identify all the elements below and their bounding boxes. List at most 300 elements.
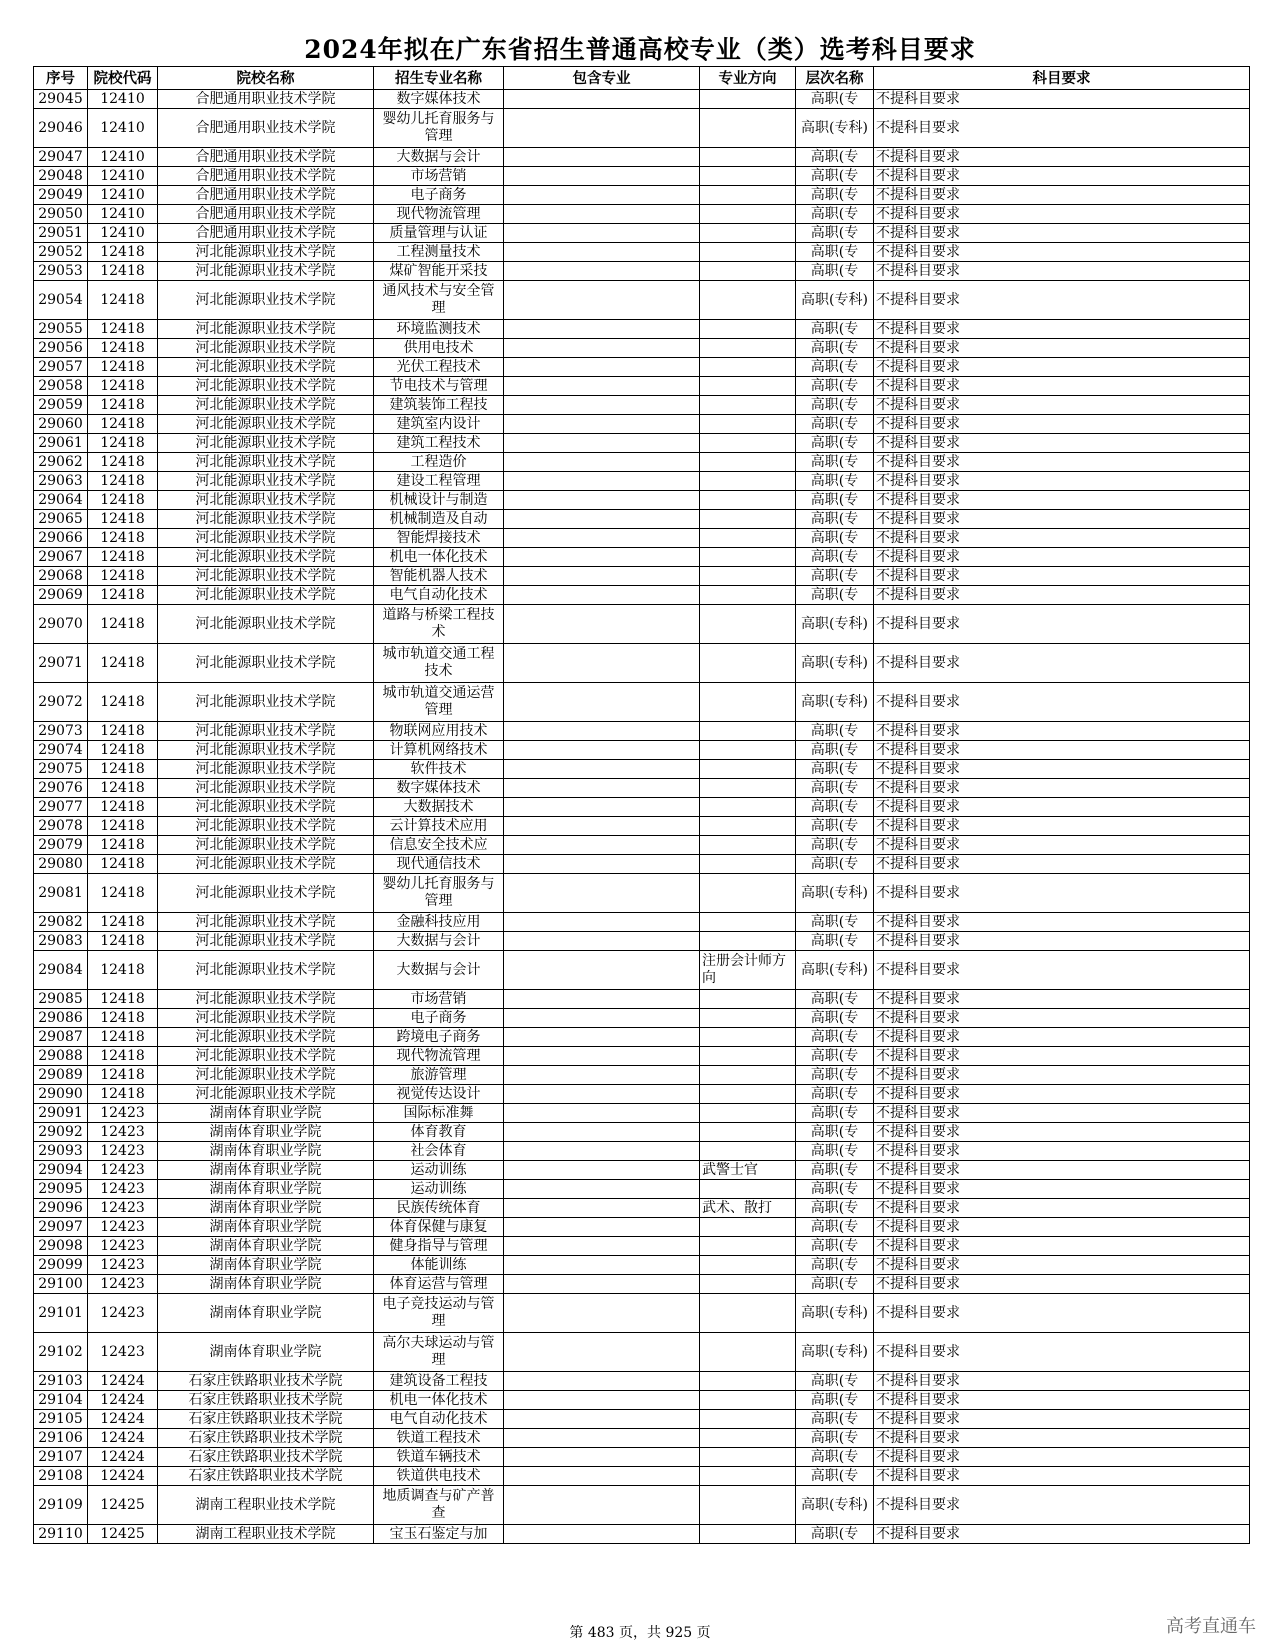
cell-level: 高职(专科) — [796, 874, 874, 913]
table-row — [34, 90, 1250, 109]
cell-school-name: 河北能源职业技术学院 — [158, 243, 374, 262]
cell-major-name: 城市轨道交通运营管理 — [374, 683, 504, 722]
table-row — [34, 491, 1250, 510]
table-row — [34, 320, 1250, 339]
cell-direction: 注册会计师方向 — [700, 951, 796, 990]
cell-major-name: 体育运营与管理 — [374, 1275, 504, 1294]
cell-major-name: 民族传统体育 — [374, 1199, 504, 1218]
cell-direction — [700, 874, 796, 913]
cell-seq: 29054 — [34, 281, 88, 320]
cell-direction — [700, 243, 796, 262]
cell-direction — [700, 836, 796, 855]
cell-major-name: 电子商务 — [374, 1009, 504, 1028]
cell-included-majors — [504, 339, 700, 358]
cell-included-majors — [504, 1391, 700, 1410]
cell-major-name: 机械设计与制造 — [374, 491, 504, 510]
cell-direction — [700, 205, 796, 224]
cell-major-name: 体育保健与康复 — [374, 1218, 504, 1237]
cell-level: 高职(专科) — [796, 109, 874, 148]
cell-level: 高职(专 — [796, 1448, 874, 1467]
cell-level: 高职(专 — [796, 990, 874, 1009]
cell-school-code: 12418 — [88, 836, 158, 855]
cell-school-code: 12418 — [88, 358, 158, 377]
cell-level: 高职(专 — [796, 817, 874, 836]
cell-school-code: 12418 — [88, 798, 158, 817]
cell-major-name: 铁道车辆技术 — [374, 1448, 504, 1467]
cell-major-name: 节电技术与管理 — [374, 377, 504, 396]
cell-major-name: 大数据与会计 — [374, 932, 504, 951]
cell-included-majors — [504, 722, 700, 741]
cell-direction — [700, 1142, 796, 1161]
cell-school-name: 湖南体育职业学院 — [158, 1142, 374, 1161]
cell-included-majors — [504, 281, 700, 320]
cell-subject-req: 不提科目要求 — [874, 1066, 1250, 1085]
cell-level: 高职(专 — [796, 1256, 874, 1275]
cell-subject-req: 不提科目要求 — [874, 548, 1250, 567]
cell-major-name: 建筑工程技术 — [374, 434, 504, 453]
cell-subject-req: 不提科目要求 — [874, 1429, 1250, 1448]
cell-seq: 29045 — [34, 90, 88, 109]
cell-direction — [700, 644, 796, 683]
cell-level: 高职(专 — [796, 1429, 874, 1448]
cell-school-name: 河北能源职业技术学院 — [158, 951, 374, 990]
cell-direction — [700, 1028, 796, 1047]
cell-direction — [700, 990, 796, 1009]
cell-school-code: 12410 — [88, 90, 158, 109]
cell-included-majors — [504, 913, 700, 932]
cell-subject-req: 不提科目要求 — [874, 109, 1250, 148]
cell-major-name: 数字媒体技术 — [374, 90, 504, 109]
cell-school-name: 河北能源职业技术学院 — [158, 741, 374, 760]
cell-included-majors — [504, 798, 700, 817]
cell-direction — [700, 1104, 796, 1123]
cell-school-code: 12418 — [88, 990, 158, 1009]
table-row — [34, 186, 1250, 205]
cell-direction — [700, 1237, 796, 1256]
cell-direction — [700, 760, 796, 779]
cell-seq: 29108 — [34, 1467, 88, 1486]
table-row — [34, 605, 1250, 644]
table-row — [34, 1066, 1250, 1085]
cell-included-majors — [504, 548, 700, 567]
cell-major-name: 铁道供电技术 — [374, 1467, 504, 1486]
cell-subject-req: 不提科目要求 — [874, 1294, 1250, 1333]
cell-seq: 29090 — [34, 1085, 88, 1104]
cell-school-code: 12418 — [88, 415, 158, 434]
cell-school-name: 河北能源职业技术学院 — [158, 377, 374, 396]
cell-subject-req: 不提科目要求 — [874, 453, 1250, 472]
cell-subject-req: 不提科目要求 — [874, 510, 1250, 529]
cell-level: 高职(专 — [796, 1467, 874, 1486]
table-row — [34, 167, 1250, 186]
cell-school-name: 河北能源职业技术学院 — [158, 510, 374, 529]
cell-school-code: 12410 — [88, 109, 158, 148]
cell-seq: 29087 — [34, 1028, 88, 1047]
cell-school-code: 12418 — [88, 1028, 158, 1047]
cell-school-name: 石家庄铁路职业技术学院 — [158, 1448, 374, 1467]
cell-included-majors — [504, 1275, 700, 1294]
table-row — [34, 951, 1250, 990]
cell-level: 高职(专 — [796, 186, 874, 205]
cell-included-majors — [504, 1028, 700, 1047]
cell-level: 高职(专 — [796, 415, 874, 434]
cell-included-majors — [504, 1142, 700, 1161]
cell-subject-req: 不提科目要求 — [874, 1275, 1250, 1294]
cell-school-code: 12418 — [88, 913, 158, 932]
corner-watermark: 高考直通车 — [1166, 1616, 1256, 1637]
cell-school-name: 湖南体育职业学院 — [158, 1218, 374, 1237]
table-row — [34, 990, 1250, 1009]
table-row — [34, 779, 1250, 798]
table-row — [34, 1047, 1250, 1066]
cell-subject-req: 不提科目要求 — [874, 472, 1250, 491]
cell-school-name: 河北能源职业技术学院 — [158, 586, 374, 605]
header-direction: 专业方向 — [700, 67, 796, 90]
cell-direction — [700, 90, 796, 109]
cell-school-name: 河北能源职业技术学院 — [158, 874, 374, 913]
cell-seq: 29070 — [34, 605, 88, 644]
cell-school-code: 12423 — [88, 1218, 158, 1237]
cell-direction — [700, 415, 796, 434]
cell-direction — [700, 1486, 796, 1525]
cell-included-majors — [504, 817, 700, 836]
cell-seq: 29102 — [34, 1333, 88, 1372]
cell-seq: 29063 — [34, 472, 88, 491]
table-row — [34, 1218, 1250, 1237]
cell-level: 高职(专 — [796, 1161, 874, 1180]
cell-subject-req: 不提科目要求 — [874, 491, 1250, 510]
cell-major-name: 通风技术与安全管理 — [374, 281, 504, 320]
table-row — [34, 1467, 1250, 1486]
cell-direction — [700, 453, 796, 472]
cell-school-name: 湖南工程职业技术学院 — [158, 1525, 374, 1544]
cell-school-code: 12423 — [88, 1180, 158, 1199]
cell-school-name: 合肥通用职业技术学院 — [158, 148, 374, 167]
cell-included-majors — [504, 491, 700, 510]
cell-major-name: 高尔夫球运动与管理 — [374, 1333, 504, 1372]
cell-seq: 29084 — [34, 951, 88, 990]
cell-school-code: 12425 — [88, 1486, 158, 1525]
cell-school-name: 河北能源职业技术学院 — [158, 491, 374, 510]
cell-included-majors — [504, 415, 700, 434]
cell-level: 高职(专 — [796, 358, 874, 377]
cell-level: 高职(专 — [796, 224, 874, 243]
cell-direction — [700, 339, 796, 358]
cell-included-majors — [504, 243, 700, 262]
cell-school-code: 12424 — [88, 1372, 158, 1391]
cell-school-code: 12424 — [88, 1410, 158, 1429]
cell-seq: 29064 — [34, 491, 88, 510]
cell-included-majors — [504, 855, 700, 874]
cell-seq: 29069 — [34, 586, 88, 605]
cell-school-name: 合肥通用职业技术学院 — [158, 167, 374, 186]
cell-school-code: 12423 — [88, 1237, 158, 1256]
cell-included-majors — [504, 453, 700, 472]
table-row — [34, 798, 1250, 817]
cell-school-code: 12418 — [88, 855, 158, 874]
cell-subject-req: 不提科目要求 — [874, 836, 1250, 855]
cell-school-name: 河北能源职业技术学院 — [158, 605, 374, 644]
cell-direction — [700, 798, 796, 817]
cell-included-majors — [504, 1525, 700, 1544]
table-row — [34, 1142, 1250, 1161]
cell-direction — [700, 586, 796, 605]
cell-major-name: 运动训练 — [374, 1180, 504, 1199]
cell-included-majors — [504, 836, 700, 855]
cell-level: 高职(专 — [796, 1199, 874, 1218]
cell-direction: 武警士官 — [700, 1161, 796, 1180]
cell-major-name: 大数据与会计 — [374, 951, 504, 990]
table-row — [34, 817, 1250, 836]
cell-school-code: 12423 — [88, 1123, 158, 1142]
cell-subject-req: 不提科目要求 — [874, 1218, 1250, 1237]
cell-subject-req: 不提科目要求 — [874, 377, 1250, 396]
cell-direction — [700, 605, 796, 644]
cell-included-majors — [504, 1333, 700, 1372]
cell-subject-req: 不提科目要求 — [874, 320, 1250, 339]
cell-school-code: 12418 — [88, 453, 158, 472]
cell-school-code: 12423 — [88, 1104, 158, 1123]
cell-included-majors — [504, 167, 700, 186]
cell-direction — [700, 510, 796, 529]
cell-direction — [700, 683, 796, 722]
cell-school-name: 湖南体育职业学院 — [158, 1180, 374, 1199]
cell-direction — [700, 1123, 796, 1142]
cell-seq: 29051 — [34, 224, 88, 243]
cell-subject-req: 不提科目要求 — [874, 243, 1250, 262]
cell-seq: 29060 — [34, 415, 88, 434]
cell-subject-req: 不提科目要求 — [874, 148, 1250, 167]
cell-included-majors — [504, 1047, 700, 1066]
cell-included-majors — [504, 1429, 700, 1448]
table-row — [34, 1085, 1250, 1104]
cell-school-code: 12423 — [88, 1161, 158, 1180]
table-row — [34, 339, 1250, 358]
cell-school-name: 河北能源职业技术学院 — [158, 932, 374, 951]
cell-major-name: 现代物流管理 — [374, 205, 504, 224]
cell-school-name: 河北能源职业技术学院 — [158, 722, 374, 741]
cell-school-name: 河北能源职业技术学院 — [158, 453, 374, 472]
cell-school-code: 12423 — [88, 1333, 158, 1372]
cell-major-name: 光伏工程技术 — [374, 358, 504, 377]
cell-major-name: 电气自动化技术 — [374, 1410, 504, 1429]
table-row — [34, 148, 1250, 167]
cell-school-name: 湖南体育职业学院 — [158, 1294, 374, 1333]
cell-subject-req: 不提科目要求 — [874, 434, 1250, 453]
cell-included-majors — [504, 1448, 700, 1467]
cell-subject-req: 不提科目要求 — [874, 396, 1250, 415]
cell-school-code: 12418 — [88, 644, 158, 683]
cell-level: 高职(专 — [796, 148, 874, 167]
cell-major-name: 体能训练 — [374, 1256, 504, 1275]
cell-major-name: 健身指导与管理 — [374, 1237, 504, 1256]
cell-level: 高职(专科) — [796, 281, 874, 320]
cell-subject-req: 不提科目要求 — [874, 779, 1250, 798]
cell-school-name: 湖南体育职业学院 — [158, 1123, 374, 1142]
cell-level: 高职(专 — [796, 377, 874, 396]
cell-level: 高职(专 — [796, 167, 874, 186]
cell-major-name: 体育教育 — [374, 1123, 504, 1142]
cell-major-name: 计算机网络技术 — [374, 741, 504, 760]
cell-direction — [700, 1410, 796, 1429]
cell-level: 高职(专 — [796, 205, 874, 224]
cell-major-name: 社会体育 — [374, 1142, 504, 1161]
cell-direction — [700, 548, 796, 567]
cell-seq: 29075 — [34, 760, 88, 779]
cell-seq: 29079 — [34, 836, 88, 855]
cell-seq: 29086 — [34, 1009, 88, 1028]
cell-level: 高职(专 — [796, 1525, 874, 1544]
cell-level: 高职(专 — [796, 320, 874, 339]
cell-school-name: 河北能源职业技术学院 — [158, 1085, 374, 1104]
table-row — [34, 836, 1250, 855]
cell-school-code: 12423 — [88, 1256, 158, 1275]
cell-school-code: 12424 — [88, 1467, 158, 1486]
cell-included-majors — [504, 586, 700, 605]
cell-major-name: 环境监测技术 — [374, 320, 504, 339]
cell-included-majors — [504, 529, 700, 548]
cell-major-name: 跨境电子商务 — [374, 1028, 504, 1047]
cell-school-name: 河北能源职业技术学院 — [158, 281, 374, 320]
cell-subject-req: 不提科目要求 — [874, 683, 1250, 722]
cell-school-name: 河北能源职业技术学院 — [158, 320, 374, 339]
cell-school-code: 12418 — [88, 339, 158, 358]
cell-seq: 29059 — [34, 396, 88, 415]
table-row — [34, 1028, 1250, 1047]
cell-subject-req: 不提科目要求 — [874, 990, 1250, 1009]
cell-subject-req: 不提科目要求 — [874, 1104, 1250, 1123]
cell-direction — [700, 913, 796, 932]
cell-school-name: 石家庄铁路职业技术学院 — [158, 1410, 374, 1429]
cell-direction — [700, 722, 796, 741]
cell-major-name: 建设工程管理 — [374, 472, 504, 491]
page-title: 2024年拟在广东省招生普通高校专业（类）选考科目要求 — [304, 35, 976, 64]
table-row — [34, 548, 1250, 567]
cell-included-majors — [504, 1104, 700, 1123]
cell-direction — [700, 262, 796, 281]
cell-direction: 武术、散打 — [700, 1199, 796, 1218]
cell-school-code: 12418 — [88, 741, 158, 760]
cell-school-code: 12424 — [88, 1429, 158, 1448]
cell-major-name: 国际标准舞 — [374, 1104, 504, 1123]
cell-school-name: 河北能源职业技术学院 — [158, 855, 374, 874]
cell-included-majors — [504, 1467, 700, 1486]
cell-direction — [700, 1294, 796, 1333]
cell-school-code: 12425 — [88, 1525, 158, 1544]
cell-subject-req: 不提科目要求 — [874, 1391, 1250, 1410]
cell-school-code: 12418 — [88, 491, 158, 510]
cell-school-name: 湖南体育职业学院 — [158, 1199, 374, 1218]
cell-subject-req: 不提科目要求 — [874, 1467, 1250, 1486]
cell-seq: 29058 — [34, 377, 88, 396]
cell-subject-req: 不提科目要求 — [874, 1085, 1250, 1104]
cell-major-name: 建筑装饰工程技 — [374, 396, 504, 415]
cell-seq: 29078 — [34, 817, 88, 836]
table-row — [34, 586, 1250, 605]
cell-level: 高职(专科) — [796, 644, 874, 683]
cell-direction — [700, 1372, 796, 1391]
cell-level: 高职(专科) — [796, 1294, 874, 1333]
cell-school-code: 12418 — [88, 586, 158, 605]
cell-school-name: 河北能源职业技术学院 — [158, 779, 374, 798]
header-subject-req: 科目要求 — [874, 67, 1250, 90]
cell-seq: 29071 — [34, 644, 88, 683]
cell-seq: 29083 — [34, 932, 88, 951]
cell-school-name: 河北能源职业技术学院 — [158, 262, 374, 281]
cell-seq: 29099 — [34, 1256, 88, 1275]
cell-included-majors — [504, 741, 700, 760]
cell-school-code: 12418 — [88, 605, 158, 644]
cell-level: 高职(专 — [796, 1028, 874, 1047]
cell-seq: 29103 — [34, 1372, 88, 1391]
cell-direction — [700, 1256, 796, 1275]
cell-included-majors — [504, 683, 700, 722]
cell-level: 高职(专 — [796, 529, 874, 548]
cell-school-name: 湖南体育职业学院 — [158, 1333, 374, 1372]
cell-included-majors — [504, 605, 700, 644]
cell-level: 高职(专 — [796, 1142, 874, 1161]
cell-level: 高职(专 — [796, 932, 874, 951]
cell-school-code: 12418 — [88, 243, 158, 262]
cell-school-code: 12418 — [88, 548, 158, 567]
cell-major-name: 物联网应用技术 — [374, 722, 504, 741]
cell-subject-req: 不提科目要求 — [874, 1525, 1250, 1544]
cell-seq: 29053 — [34, 262, 88, 281]
cell-major-name: 铁道工程技术 — [374, 1429, 504, 1448]
cell-included-majors — [504, 1180, 700, 1199]
cell-school-name: 河北能源职业技术学院 — [158, 798, 374, 817]
cell-included-majors — [504, 262, 700, 281]
cell-seq: 29105 — [34, 1410, 88, 1429]
cell-included-majors — [504, 1237, 700, 1256]
cell-major-name: 旅游管理 — [374, 1066, 504, 1085]
table-row — [34, 281, 1250, 320]
cell-subject-req: 不提科目要求 — [874, 224, 1250, 243]
cell-level: 高职(专 — [796, 510, 874, 529]
cell-school-name: 湖南工程职业技术学院 — [158, 1486, 374, 1525]
cell-subject-req: 不提科目要求 — [874, 932, 1250, 951]
cell-seq: 29065 — [34, 510, 88, 529]
cell-direction — [700, 529, 796, 548]
table-row — [34, 644, 1250, 683]
cell-major-name: 婴幼儿托育服务与管理 — [374, 874, 504, 913]
cell-seq: 29080 — [34, 855, 88, 874]
cell-direction — [700, 377, 796, 396]
cell-major-name: 机电一体化技术 — [374, 548, 504, 567]
cell-subject-req: 不提科目要求 — [874, 339, 1250, 358]
cell-direction — [700, 1085, 796, 1104]
cell-school-code: 12410 — [88, 205, 158, 224]
cell-school-code: 12423 — [88, 1275, 158, 1294]
cell-direction — [700, 1218, 796, 1237]
cell-level: 高职(专 — [796, 1237, 874, 1256]
cell-school-code: 12418 — [88, 377, 158, 396]
cell-seq: 29092 — [34, 1123, 88, 1142]
cell-school-code: 12418 — [88, 1085, 158, 1104]
cell-school-name: 河北能源职业技术学院 — [158, 683, 374, 722]
cell-school-code: 12418 — [88, 472, 158, 491]
cell-school-code: 12418 — [88, 951, 158, 990]
cell-seq: 29109 — [34, 1486, 88, 1525]
cell-major-name: 金融科技应用 — [374, 913, 504, 932]
cell-level: 高职(专 — [796, 722, 874, 741]
cell-seq: 29049 — [34, 186, 88, 205]
cell-school-name: 石家庄铁路职业技术学院 — [158, 1372, 374, 1391]
cell-major-name: 婴幼儿托育服务与管理 — [374, 109, 504, 148]
cell-level: 高职(专 — [796, 90, 874, 109]
cell-school-name: 河北能源职业技术学院 — [158, 415, 374, 434]
cell-school-name: 湖南体育职业学院 — [158, 1237, 374, 1256]
